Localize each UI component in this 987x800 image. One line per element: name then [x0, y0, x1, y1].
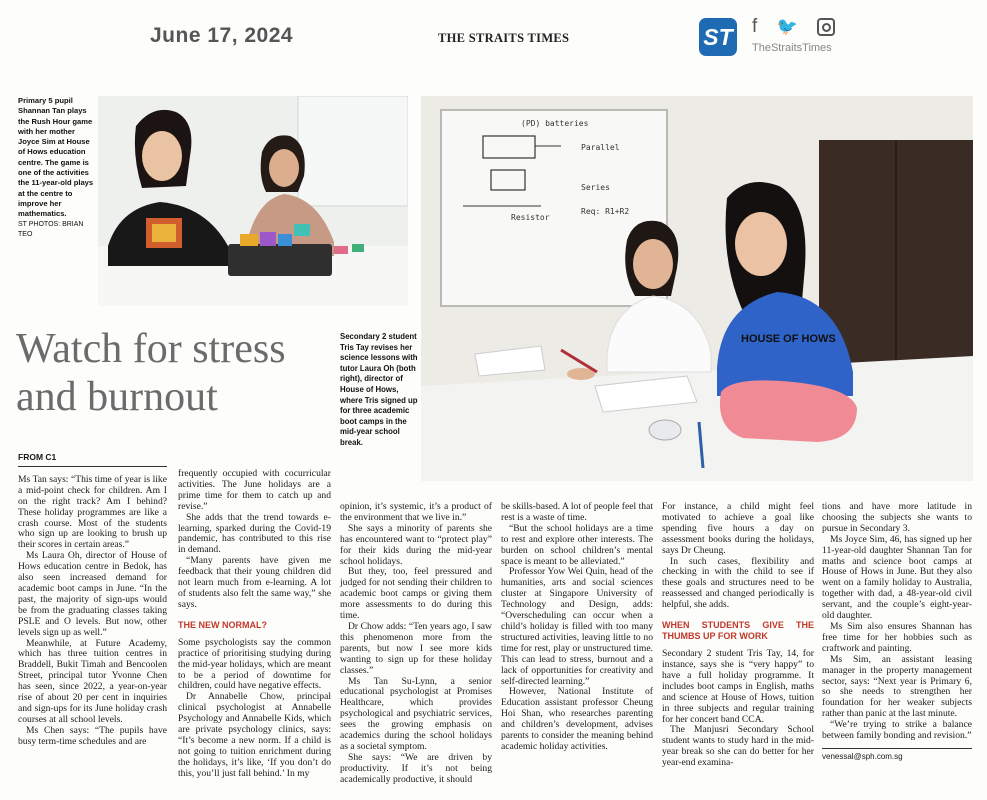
paragraph: “We’re trying to strike a balance between family bonding and revision.”	[822, 719, 972, 742]
whiteboard-note-batteries: (PD) batteries	[521, 119, 589, 128]
paragraph: The Manjusri Secondary School student wants to study hard in the mid-year break so she can do better for her year-end examina-	[662, 724, 814, 769]
photo-student-with-tutor	[421, 96, 973, 481]
paragraph: Some psychologists say the common practice of prioritising studying during the mid-year holidays, which are meant to be a period of downtime for children, could have negative effects.	[178, 636, 331, 692]
st-logo-icon: ST	[699, 18, 737, 56]
whiteboard-note-parallel: Parallel	[581, 143, 620, 152]
whiteboard-note-req: Req: R1+R2	[581, 207, 630, 216]
photo1-caption-text: Primary 5 pupil Shannan Tan plays the Rush Hour game with her mother Joyce Sim at House of Hows education centre. The game is one of the activities the 11-year-old plays at the centre to improve her mathematics.	[18, 96, 94, 219]
paragraph: Dr Annabelle Chow, principal clinical psychologist at Annabelle Psychology and Annabelle Kids, which are private psychology clinics, says: “It’s become a new norm. If a child is not going to tuition enrichment during the holidays, it’s like, ‘If you don’t do this, you’ll just fall behind.’ In my	[178, 691, 331, 779]
paragraph: Ms Sim also ensures Shannan has free time for her hobbies such as craftwork and painting.	[822, 620, 972, 654]
social-handle: TheStraitsTimes	[752, 42, 832, 54]
paragraph: tions and have more latitude in choosing the subjects she wants to pursue in Secondary 3.	[822, 501, 972, 534]
paragraph: She says a minority of parents she has encountered want to “protect play” for their kids during the mid-year school holidays.	[340, 522, 492, 567]
paragraph: Ms Chen says: “The pupils have busy term-time schedules and are	[18, 724, 167, 747]
paragraph: She says: “We are driven by productivity. If it’s not being academically productive, it should	[340, 751, 492, 785]
photo1-illustration	[98, 96, 408, 306]
issue-date: June 17, 2024	[150, 24, 294, 47]
paragraph: Meanwhile, at Future Academy, which has three tuition centres in Braddell, Bukit Timah and Bencoolen Street, principal tutor Yvonne Chen has seen, since 2022, a year-on-year rise of about 20 per cent in inquiries and sign-ups for its June holiday crash courses at all school levels.	[18, 637, 167, 725]
photo2-illustration	[421, 96, 973, 481]
paragraph: “But the school holidays are a time to rest and explore other interests. The burden on school children’s mental space is meant to be alleviated.”	[501, 522, 653, 567]
paragraph: Dr Chow adds: “Ten years ago, I saw this phenomenon more from the parents, but now I see more kids wanting to sign up for these holiday classes.”	[340, 620, 492, 676]
author-email[interactable]: venessal@sph.com.sg	[822, 748, 972, 763]
subheading-thumbs-up: WHEN STUDENTS GIVE THE THUMBS UP FOR WORK	[662, 620, 814, 642]
article-column-4	[501, 502, 653, 753]
article-column-5	[662, 502, 814, 769]
paragraph: In such cases, flexibility and checking in with the child to see if these goals and structures need to be reassessed and changed periodically is helpful, she adds.	[662, 555, 814, 611]
paragraph: But they, too, feel pressured and judged for not sending their children to academic boot camps or giving them more assessments to do during this time.	[340, 566, 492, 622]
whiteboard-note-resistor: Resistor	[511, 213, 550, 222]
article-column-2	[178, 469, 331, 780]
headline: Watch for stress and burnout	[16, 326, 286, 420]
shirt-logo: HOUSE OF HOWS	[741, 333, 836, 345]
paragraph: She adds that the trend towards e-learning, sparked during the Covid-19 pandemic, has contributed to this rise in demand.	[178, 511, 331, 556]
subheading-new-normal: THE NEW NORMAL?	[178, 619, 267, 630]
paragraph: be skills-based. A lot of people feel that rest is a waste of time.	[501, 501, 653, 523]
continuation-label: FROM C1	[18, 452, 167, 467]
photo-credit: ST PHOTOS: BRIAN TEO	[18, 220, 84, 238]
social-icons	[752, 16, 849, 38]
paragraph: opinion, it’s systemic, it’s a product of the environment that we live in.”	[340, 501, 492, 523]
paragraph: “Many parents have given me feedback that their young children did not learn much from e-learning. A lot of students also felt the same way,” she says.	[178, 555, 331, 610]
article-column-3	[340, 502, 492, 786]
photo2-caption: Secondary 2 student Tris Tay revises her science lessons with tutor Laura Oh (both right), director of House of Hows, where Tris signed up for three academic boot camps in the mid-year school break.	[340, 332, 418, 447]
article-column-6	[822, 502, 972, 763]
paragraph: Ms Laura Oh, director of House of Hows education centre in Bedok, has also seen increased demand for academic boot camps in June. “In the past, the majority of sign-ups would be from the graduating classes taking PSLE and O levels. But now, other levels sign up as well.”	[18, 550, 167, 638]
paragraph: frequently occupied with cocurricular activities. The June holidays are a prime time for them to catch up and revise.”	[178, 468, 331, 512]
paragraph: Secondary 2 student Tris Tay, 14, for instance, says she is “very happy” to have a full holiday programme. It includes boot camps in English, maths and science at House of Hows, tuition in three subjects and regular training for her concert band CCA.	[662, 648, 814, 725]
whiteboard-note-series: Series	[581, 183, 610, 192]
masthead: THE STRAITS TIMES	[438, 31, 570, 45]
paragraph: Ms Tan Su-Lynn, a senior educational psychologist at Promises Healthcare, which provides psychological and psychiatric services, sees the growing emphasis on academics during the school holidays as a societal symptom.	[340, 675, 492, 752]
instagram-icon	[817, 18, 835, 36]
paragraph: Ms Joyce Sim, 46, has signed up her 11-year-old daughter Shannan Tan for maths and science boot camps at House of Hows in June. But they also went on a family holiday to Australia, together with dad, a 48-year-old civil servant, and the couple’s eight-year-old daughter.	[822, 533, 972, 622]
paragraph: Ms Sim, an assistant leasing manager in the property management sector, says: “Next year is Primary 6, so she needs to strengthen her foundation for her weaker subjects rather than panic at the last minute.	[822, 653, 972, 720]
paragraph: However, National Institute of Education assistant professor Cheung Hoi Shan, who researches parenting and children’s development, advises parents to consider the meaning behind academic holiday activities.	[501, 686, 653, 752]
paragraph: For instance, a child might feel motivated to achieve a goal like spending five hours a day on assessment books during the holidays, says Dr Cheung.	[662, 501, 814, 556]
paragraph: Ms Tan says: “This time of year is like a mid-point check for children. Am I on the right track? Am I behind? These holiday programmes are like a crash course. Most of the students who sign up are looking to brush up their scores in certain areas.”	[18, 473, 167, 551]
photo1-caption	[18, 96, 96, 240]
paragraph: Professor Yow Wei Quin, head of the humanities, arts and social sciences cluster at Singapore University of Technology and Design, adds: “Overscheduling can occur when a child’s holiday is filled with too many structured activities, leaving little to no time for rest, play or unstructured time. This can lead to stress, burnout and a lack of opportunities for creativity and self-directed learning.”	[501, 566, 653, 687]
photo-mother-daughter-game	[98, 96, 408, 306]
facebook-icon: f	[752, 16, 758, 37]
article-column-1	[18, 452, 167, 748]
twitter-icon: 🐦	[776, 17, 798, 36]
